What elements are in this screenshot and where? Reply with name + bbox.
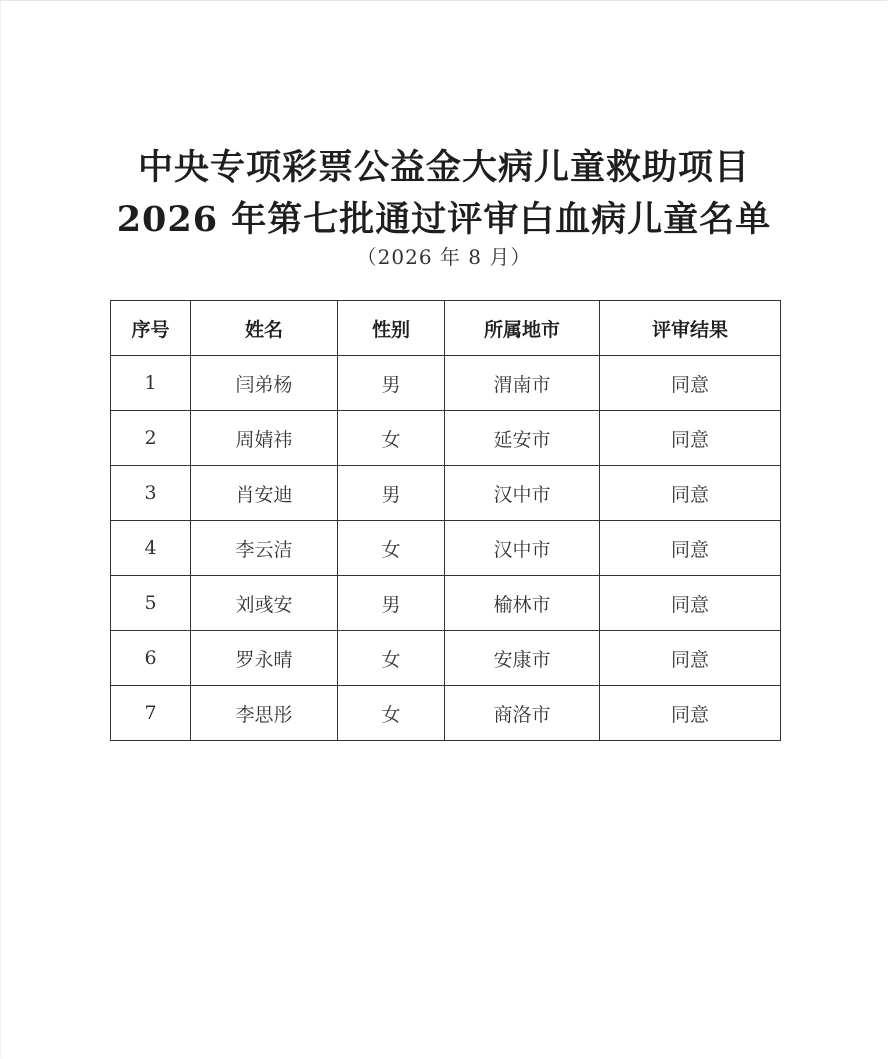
cell-gender: 女 xyxy=(338,631,445,686)
cell-name: 李云洁 xyxy=(191,521,338,576)
table-row xyxy=(111,686,781,741)
document-title-line-2: 2026 年第七批通过评审白血病儿童名单 xyxy=(116,199,772,240)
cell-gender: 女 xyxy=(338,521,445,576)
table-row xyxy=(111,356,781,411)
cell-result: 同意 xyxy=(600,521,781,576)
table-header-row xyxy=(111,301,781,356)
cell-city: 汉中市 xyxy=(445,521,600,576)
cell-result: 同意 xyxy=(600,631,781,686)
cell-name: 罗永晴 xyxy=(191,631,338,686)
cell-no: 6 xyxy=(111,631,191,686)
cell-no: 3 xyxy=(111,466,191,521)
cell-city: 榆林市 xyxy=(445,576,600,631)
cell-gender: 男 xyxy=(338,576,445,631)
cell-result: 同意 xyxy=(600,576,781,631)
table-row xyxy=(111,521,781,576)
table-row xyxy=(111,466,781,521)
cell-gender: 女 xyxy=(338,686,445,741)
cell-no: 4 xyxy=(111,521,191,576)
cell-city: 商洛市 xyxy=(445,686,600,741)
children-roster-table xyxy=(110,300,781,741)
cell-name: 周婧祎 xyxy=(191,411,338,466)
cell-name: 闫弟杨 xyxy=(191,356,338,411)
header-result: 评审结果 xyxy=(600,301,781,356)
header-gender: 性别 xyxy=(338,301,445,356)
cell-result: 同意 xyxy=(600,686,781,741)
cell-no: 7 xyxy=(111,686,191,741)
header-city: 所属地市 xyxy=(445,301,600,356)
cell-no: 2 xyxy=(111,411,191,466)
cell-result: 同意 xyxy=(600,411,781,466)
cell-result: 同意 xyxy=(600,356,781,411)
cell-no: 5 xyxy=(111,576,191,631)
cell-result: 同意 xyxy=(600,466,781,521)
cell-name: 刘彧安 xyxy=(191,576,338,631)
cell-name: 李思彤 xyxy=(191,686,338,741)
cell-gender: 女 xyxy=(338,411,445,466)
document-title-line-1: 中央专项彩票公益金大病儿童救助项目 xyxy=(137,147,750,188)
header-no: 序号 xyxy=(111,301,191,356)
cell-no: 1 xyxy=(111,356,191,411)
cell-city: 延安市 xyxy=(445,411,600,466)
table-row xyxy=(111,631,781,686)
document-date-subtitle: （2026 年 8 月） xyxy=(356,245,532,269)
cell-city: 安康市 xyxy=(445,631,600,686)
cell-gender: 男 xyxy=(338,356,445,411)
header-name: 姓名 xyxy=(191,301,338,356)
cell-city: 汉中市 xyxy=(445,466,600,521)
table-row xyxy=(111,411,781,466)
cell-name: 肖安迪 xyxy=(191,466,338,521)
table-row xyxy=(111,576,781,631)
cell-gender: 男 xyxy=(338,466,445,521)
cell-city: 渭南市 xyxy=(445,356,600,411)
